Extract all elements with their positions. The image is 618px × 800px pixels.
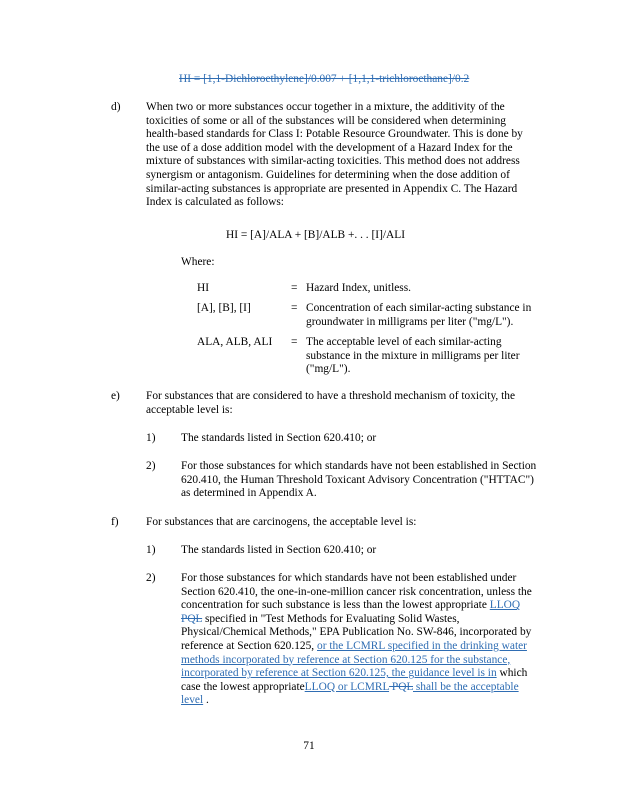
item-number: 1)	[146, 432, 156, 444]
inserted-lloq-or-lcmrl: LLOQ or LCMRL	[304, 680, 390, 693]
section-e-text: For substances that are considered to have a threshold mechanism of toxicity, the acceptable level is:	[146, 390, 516, 416]
section-d-label: d)	[111, 101, 121, 113]
item-text: For those substances for which standards have not been established in Section 620.410, the Human Threshold Toxicant Advisory Concentration ("HTTAC") as determined in Appendix A.	[181, 460, 537, 500]
item-text: The standards listed in Section 620.410; or	[181, 544, 377, 556]
definition-equals: =	[291, 302, 298, 314]
hazard-index-formula: HI = [A]/ALA + [B]/ALB +. . . [I]/ALI	[226, 229, 406, 241]
where-label: Where:	[181, 256, 215, 268]
page-number: 71	[303, 740, 315, 752]
section-d-text: When two or more substances occur together in a mixture, the additivity of the toxicities of some or all of the substances will be considered when determining health-based standards for Class I: Potable Resource Groundwater. This is done by the use of a dose addition model with the development of a Hazard Index for the mixture of substances with similar-acting toxicities. This method does not address synergism or antagonism. Guidelines for determining when the dose addition of similar-acting substances is appropriate are presented in Appendix C. The Hazard Index is calculated as follows:	[146, 101, 523, 209]
item-mid-text: specified in "Test Methods for Evaluating Solid Wastes, Physical/Chemical Methods," EPA Publication No. SW-846, incorporated by reference at Section 620.125,	[181, 612, 532, 652]
inserted-lloq: LLOQ	[489, 599, 521, 612]
amended-item-text	[181, 572, 538, 708]
struck-formula: HI = [1,1-Dichloroethylene]/0.007 + [1,1,1-trichloroethane]/0.2	[179, 73, 470, 85]
deleted-pql: PQL	[389, 680, 413, 693]
item-text: The standards listed in Section 620.410; or	[181, 432, 377, 444]
inserted-shall-be: shall be the acceptable level	[181, 680, 519, 707]
definition-term: ALA, ALB, ALI	[197, 336, 273, 348]
definition-equals: =	[291, 282, 298, 294]
definition-description: Hazard Index, unitless.	[306, 282, 412, 294]
item-lead-text: For those substances for which standards have not been established under Section 620.410, the one-in-one-million cancer risk concentration, unless the concentration for such substance is less than the lowest appropriate	[181, 572, 532, 612]
section-e-label: e)	[111, 390, 120, 402]
section-f-text: For substances that are carcinogens, the acceptable level is:	[146, 516, 417, 528]
item-tail-text: which case the lowest appropriate	[181, 667, 528, 693]
item-number: 2)	[146, 572, 156, 584]
item-number: 2)	[146, 460, 156, 472]
deleted-pql: PQL	[181, 612, 203, 625]
definition-description: The acceptable level of each similar-acting substance in the mixture in milligrams per liter ("mg/L").	[306, 336, 520, 376]
definition-term: [A], [B], [I]	[197, 302, 251, 314]
section-f-label: f)	[111, 516, 119, 528]
definition-description: Concentration of each similar-acting substance in groundwater in milligrams per liter ("mg/L").	[306, 302, 532, 328]
item-number: 1)	[146, 544, 156, 556]
definition-term: HI	[197, 282, 210, 294]
inserted-lcmrl-clause: or the LCMRL specified in the drinking water methods incorporated by reference at Section 620.125 for the substance, incorporated by reference at Section 620.125, the guidance level is in	[181, 639, 527, 680]
item-end: .	[203, 694, 209, 707]
definition-equals: =	[291, 336, 298, 348]
